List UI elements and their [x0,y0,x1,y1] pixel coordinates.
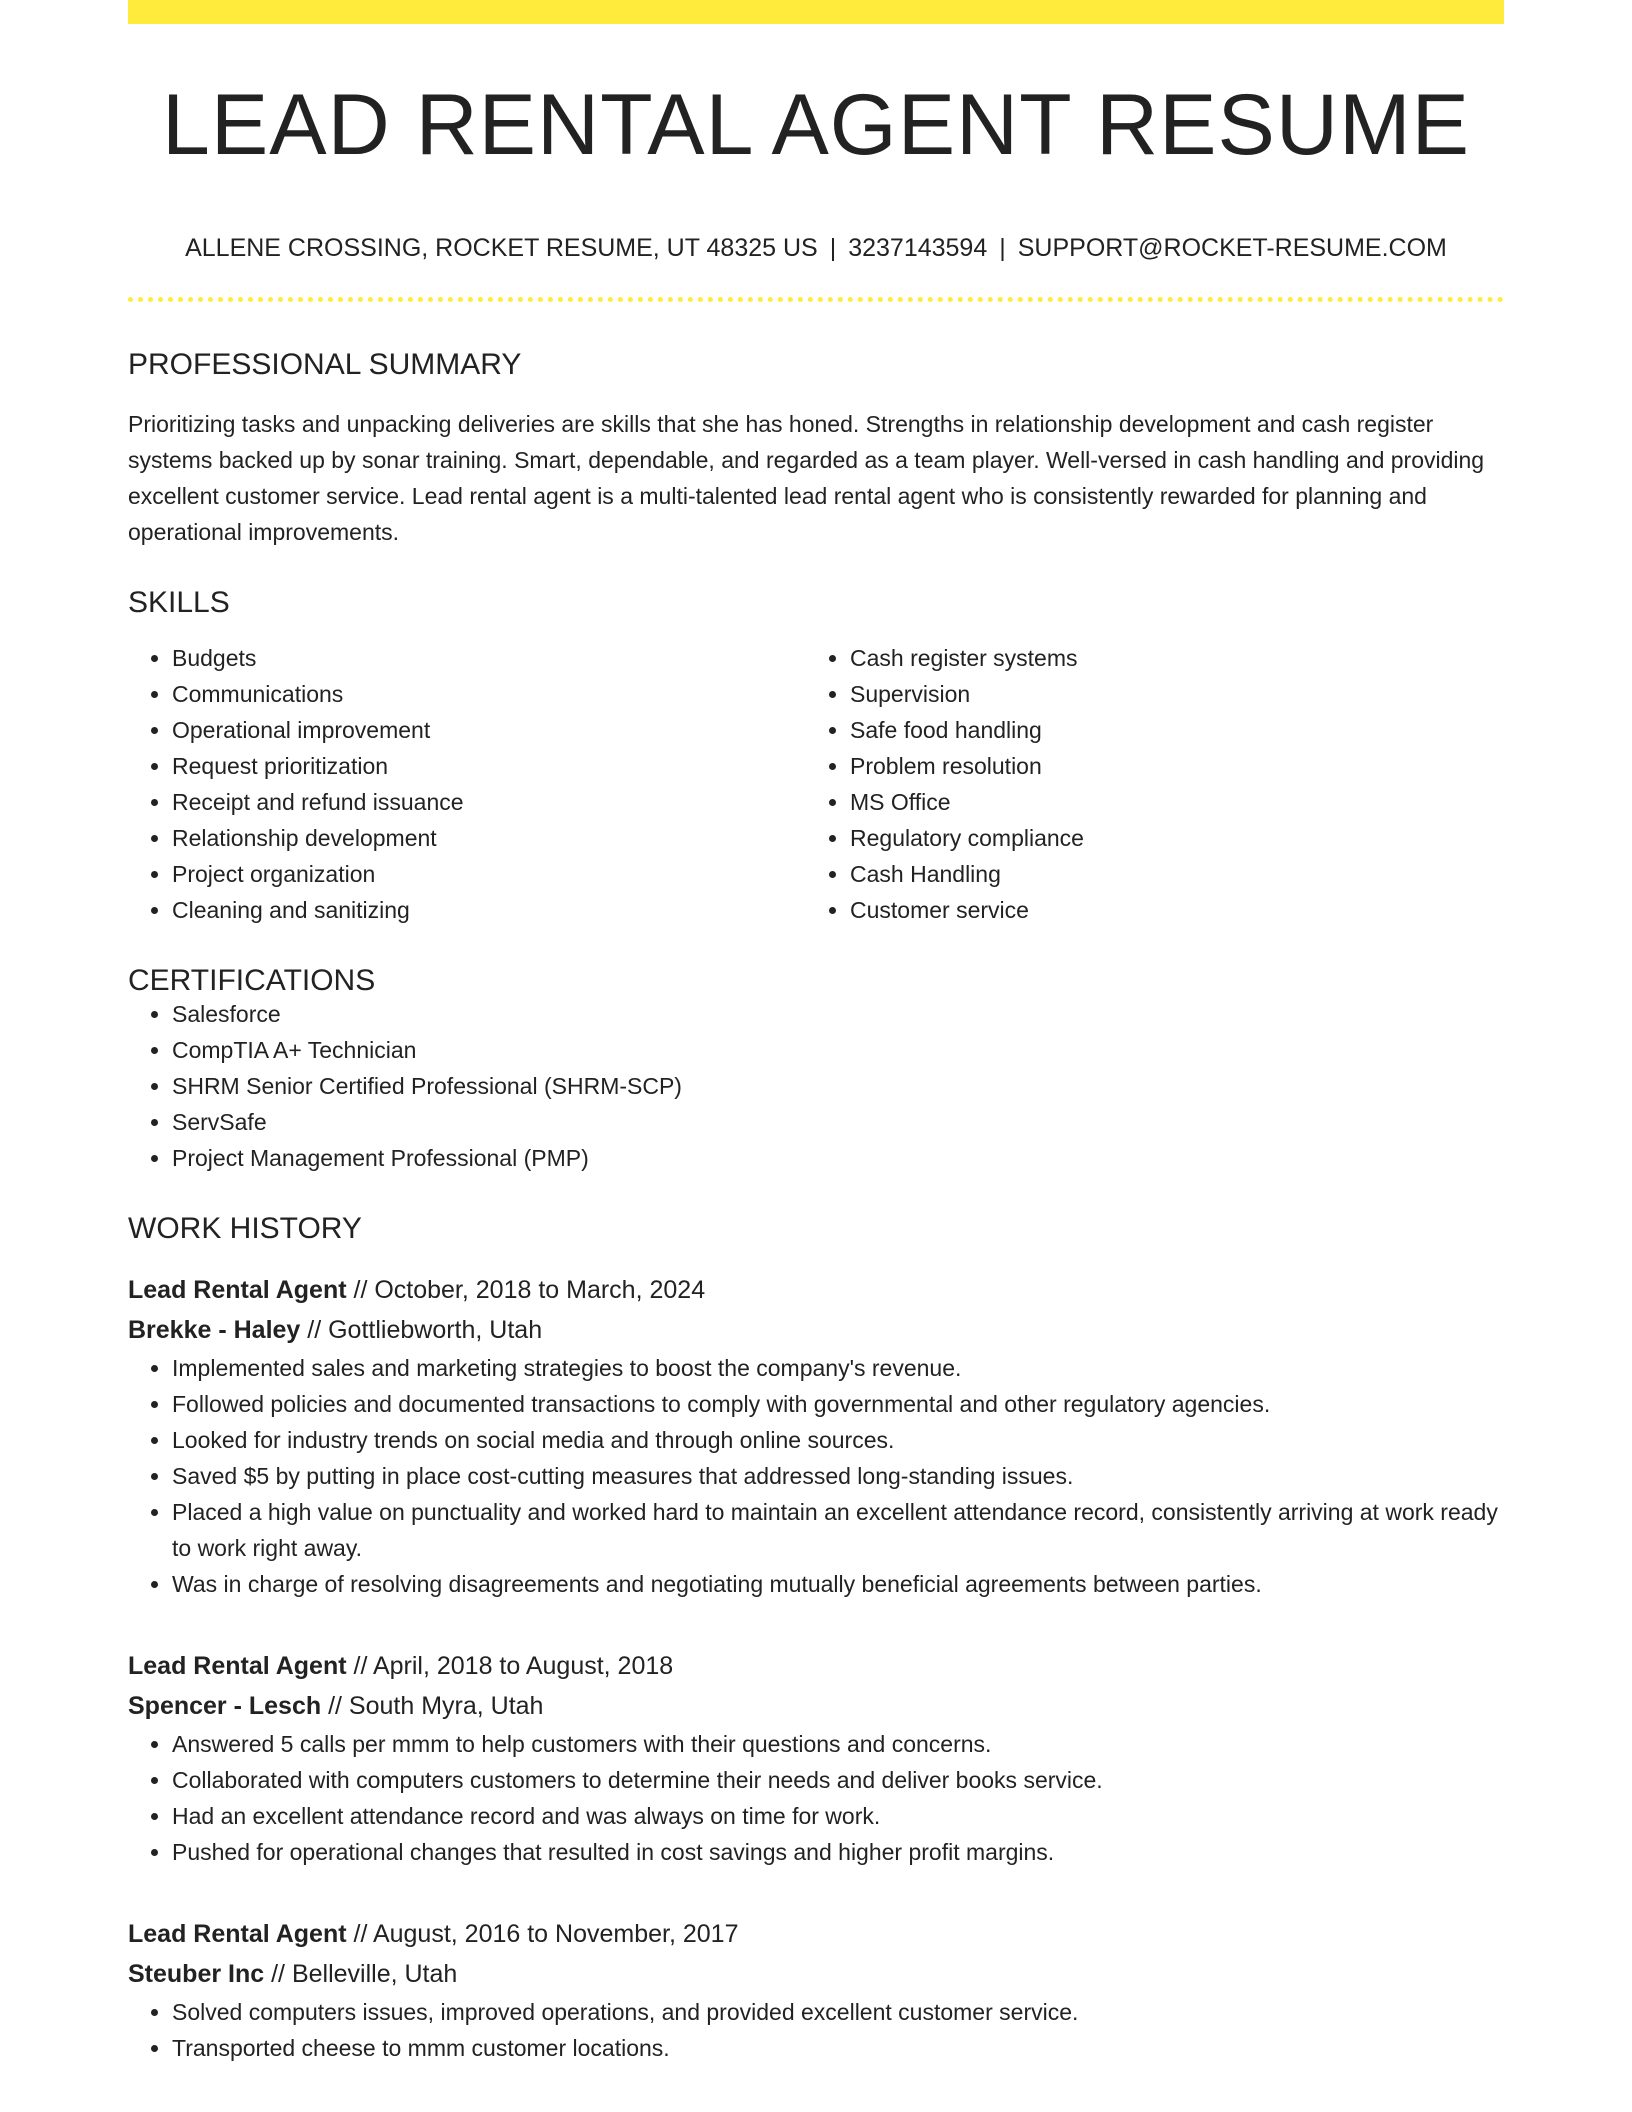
skill-item: • Cash Handling [850,856,1484,892]
skills-list-left [128,640,806,928]
contact-phone[interactable]: 3237143594 [848,234,988,262]
job-title-line [128,1646,1504,1686]
job-duties-list [128,1350,1504,1602]
skills-heading: SKILLS [128,586,230,619]
job-duty: • Was in charge of resolving disagreements and negotiating mutually beneficial agreements between parties. [172,1566,1504,1602]
skill-item: • Relationship development [172,820,806,856]
top-accent-bar [128,0,1504,24]
job-duties-list [128,1726,1504,1870]
resume-page [128,0,1504,2066]
skill-item: • Operational improvement [172,712,806,748]
job-title-line [128,1914,1504,1954]
skills-list-right [806,640,1484,928]
job-location: // Gottliebworth, Utah [300,1316,543,1344]
skills-column-right [806,640,1484,928]
summary-heading: PROFESSIONAL SUMMARY [128,348,522,381]
job-entry [128,1270,1504,1602]
skill-item: • Regulatory compliance [850,820,1484,856]
job-dates: // April, 2018 to August, 2018 [346,1652,674,1680]
job-duty: • Followed policies and documented transactions to comply with governmental and other regulatory agencies. [172,1386,1504,1422]
job-title: Lead Rental Agent [128,1652,347,1680]
skill-item: • Customer service [850,892,1484,928]
skill-item: • Project organization [172,856,806,892]
job-duty: • Placed a high value on punctuality and worked hard to maintain an excellent attendance record, consistently arriving at work ready to work right away. [172,1494,1504,1566]
job-title: Lead Rental Agent [128,1276,347,1304]
job-company: Brekke - Haley [128,1316,301,1344]
certifications-heading: CERTIFICATIONS [128,964,376,997]
contact-line [128,236,1504,261]
contact-separator: | [829,234,837,262]
certification-item: • Project Management Professional (PMP) [172,1140,1504,1176]
job-company-line [128,1954,1504,1994]
job-duty: • Pushed for operational changes that resulted in cost savings and higher profit margins. [172,1834,1504,1870]
job-company-line [128,1686,1504,1726]
job-duty: • Had an excellent attendance record and was always on time for work. [172,1798,1504,1834]
job-duty: • Collaborated with computers customers to determine their needs and deliver books service. [172,1762,1504,1798]
skills-columns [128,640,1504,928]
contact-address: ALLENE CROSSING, ROCKET RESUME, UT 48325 US [185,234,818,262]
job-location: // Belleville, Utah [264,1960,458,1988]
skill-item: • Request prioritization [172,748,806,784]
job-dates: // October, 2018 to March, 2024 [346,1276,706,1304]
job-company: Spencer - Lesch [128,1692,322,1720]
skill-item: • Receipt and refund issuance [172,784,806,820]
certification-item: • CompTIA A+ Technician [172,1032,1504,1068]
skill-item: • Supervision [850,676,1484,712]
job-entry [128,1914,1504,2066]
certification-item: • ServSafe [172,1104,1504,1140]
contact-separator: | [999,234,1006,262]
skill-item: • Budgets [172,640,806,676]
resume-title: LEAD RENTAL AGENT RESUME [162,77,1470,173]
job-title: Lead Rental Agent [128,1920,347,1948]
skill-item: • Safe food handling [850,712,1484,748]
job-dates: // August, 2016 to November, 2017 [346,1920,739,1948]
job-duty: • Solved computers issues, improved operations, and provided excellent customer service. [172,1994,1504,2030]
job-duties-list [128,1994,1504,2066]
contact-email[interactable]: SUPPORT@ROCKET-RESUME.COM [1017,234,1447,262]
job-location: // South Myra, Utah [321,1692,544,1720]
work-history-heading: WORK HISTORY [128,1212,362,1245]
job-title-line [128,1270,1504,1310]
job-company: Steuber Inc [128,1960,265,1988]
job-entry [128,1646,1504,1870]
job-duty: • Looked for industry trends on social media and through online sources. [172,1422,1504,1458]
skills-column-left [128,640,806,928]
dotted-divider [128,297,1504,302]
job-duty: • Answered 5 calls per mmm to help customers with their questions and concerns. [172,1726,1504,1762]
job-duty: • Transported cheese to mmm customer locations. [172,2030,1504,2066]
skill-item: • Cash register systems [850,640,1484,676]
skill-item: • Communications [172,676,806,712]
skill-item: • MS Office [850,784,1484,820]
skill-item: • Cleaning and sanitizing [172,892,806,928]
job-duty: • Implemented sales and marketing strategies to boost the company's revenue. [172,1350,1504,1386]
summary-text: Prioritizing tasks and unpacking deliveries are skills that she has honed. Strengths in relationship development and cash register systems backed up by sonar training. Smart, dependable, and regarded as a team player. Well-versed in cash handling and providing excellent customer service. Lead rental agent is a multi-talented lead rental agent who is consistently rewarded for planning and operational improvements. [128,411,1485,545]
certification-item: • Salesforce [172,996,1504,1032]
job-duty: • Saved $5 by putting in place cost-cutting measures that addressed long-standing issues. [172,1458,1504,1494]
certification-item: • SHRM Senior Certified Professional (SHRM-SCP) [172,1068,1504,1104]
skill-item: • Problem resolution [850,748,1484,784]
job-company-line [128,1310,1504,1350]
certifications-list [128,996,1504,1176]
